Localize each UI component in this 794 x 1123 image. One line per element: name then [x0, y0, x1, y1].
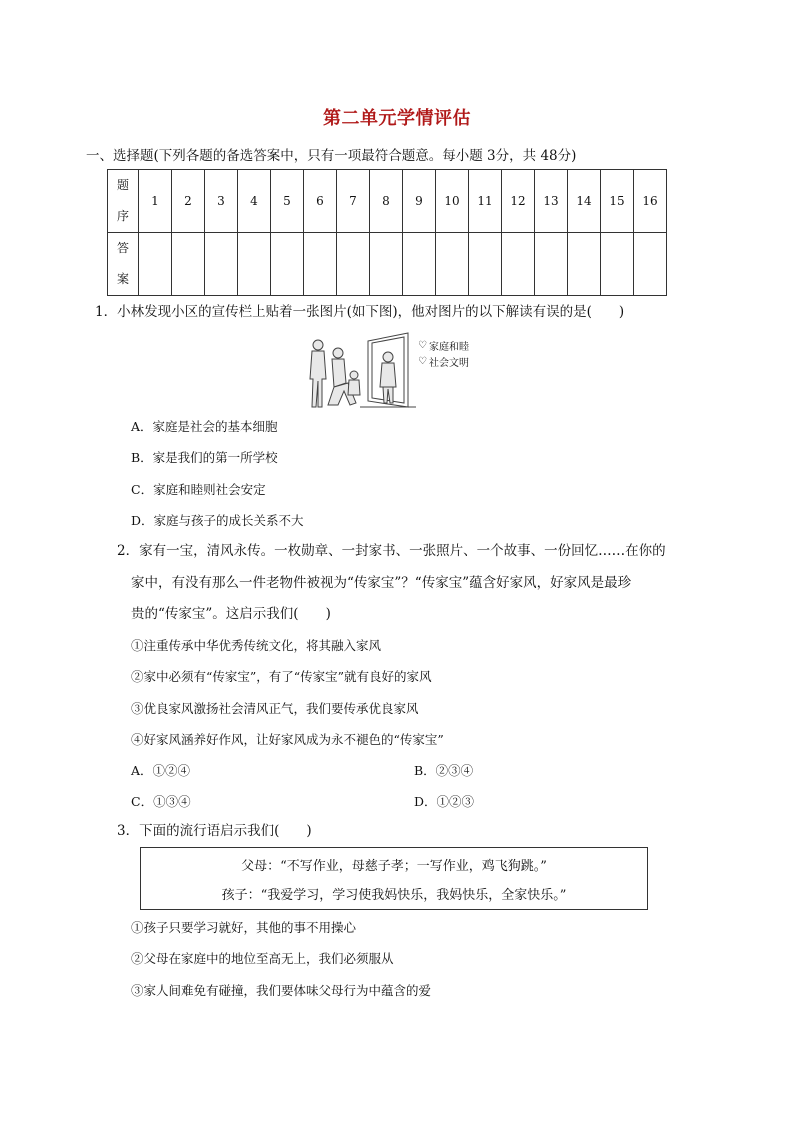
q2-option-a[interactable]: A．①②④ [131, 763, 191, 778]
question-number: 4 [238, 170, 271, 233]
heart-icon: ♡ [418, 340, 427, 351]
question-number: 15 [601, 170, 634, 233]
question-number: 6 [304, 170, 337, 233]
question-number: 16 [634, 170, 667, 233]
q2-option-c[interactable]: C．①③④ [131, 794, 191, 809]
answer-cell[interactable] [271, 233, 304, 296]
answer-table [107, 169, 667, 296]
question-number: 14 [568, 170, 601, 233]
answer-cell[interactable] [436, 233, 469, 296]
q1-option-a[interactable]: A．家庭是社会的基本细胞 [131, 419, 278, 434]
q2-statement-2: ②家中必须有“传家宝”，有了“传家宝”就有良好的家风 [131, 669, 432, 684]
question-number: 9 [403, 170, 436, 233]
answer-cell[interactable] [568, 233, 601, 296]
question-number: 5 [271, 170, 304, 233]
answer-cell[interactable] [469, 233, 502, 296]
q2-statement-1: ①注重传承中华优秀传统文化，将其融入家风 [131, 638, 382, 653]
q2-statement-3: ③优良家风激扬社会清风正气，我们要传承优良家风 [131, 701, 419, 716]
question-2-stem-line-3: 贵的“传家宝”。这启示我们( ) [131, 606, 331, 622]
q2-option-b[interactable]: B．②③④ [414, 763, 474, 778]
answer-cell[interactable] [238, 233, 271, 296]
answer-cell[interactable] [337, 233, 370, 296]
section-heading: 一、选择题(下列各题的备选答案中，只有一项最符合题意。每小题 3分，共 48分) [86, 148, 577, 164]
question-number: 12 [502, 170, 535, 233]
answer-cell[interactable] [370, 233, 403, 296]
figure-label-harmony: ♡ 家庭和睦 [418, 340, 469, 353]
question-number: 7 [337, 170, 370, 233]
answer-cell[interactable] [535, 233, 568, 296]
question-number: 11 [469, 170, 502, 233]
page-title: 第二单元学情评估 [323, 108, 471, 129]
answer-cell[interactable] [634, 233, 667, 296]
question-number: 2 [172, 170, 205, 233]
answer-cell[interactable] [205, 233, 238, 296]
quote-box [140, 847, 648, 910]
question-number: 10 [436, 170, 469, 233]
q2-statement-4: ④好家风涵养好作风，让好家风成为永不褪色的“传家宝” [131, 732, 444, 747]
table-header-answer: 答 案 [108, 233, 139, 296]
figure-label-civilization: ♡ 社会文明 [418, 356, 469, 369]
q3-statement-2: ②父母在家庭中的地位至高无上，我们必须服从 [131, 951, 394, 966]
question-2-stem-line-1: 2．家有一宝，清风永传。一枚勋章、一封家书、一张照片、一个故事、一份回忆……在你的 [117, 543, 666, 559]
table-header-number: 题 序 [108, 170, 139, 233]
quote-parents: 父母：“不写作业，母慈子孝；一写作业，鸡飞狗跳。” [241, 859, 547, 874]
answer-cell[interactable] [502, 233, 535, 296]
question-2-stem-line-2: 家中，有没有那么一件老物件被视为“传家宝”？“传家宝”蕴含好家风，好家风是最珍 [131, 575, 632, 591]
q2-option-d[interactable]: D．①②③ [414, 794, 475, 809]
question-3-stem: 3．下面的流行语启示我们( ) [117, 823, 312, 839]
answer-cell[interactable] [403, 233, 436, 296]
q3-statement-1: ①孩子只要学习就好，其他的事不用操心 [131, 920, 357, 935]
question-1-stem: 1．小林发现小区的宣传栏上贴着一张图片(如下图)，他对图片的以下解读有误的是( ) [95, 304, 625, 320]
q1-option-c[interactable]: C．家庭和睦则社会安定 [131, 482, 266, 497]
heart-icon: ♡ [418, 356, 427, 367]
q3-statement-3: ③家人间难免有碰撞，我们要体味父母行为中蕴含的爱 [131, 983, 432, 998]
question-number: 1 [139, 170, 172, 233]
question-number: 8 [370, 170, 403, 233]
answer-cell[interactable] [304, 233, 337, 296]
q1-option-d[interactable]: D．家庭与孩子的成长关系不大 [131, 513, 304, 528]
quote-child: 孩子：“我爱学习，学习使我妈快乐，我妈快乐，全家快乐。” [221, 888, 567, 903]
answer-cell[interactable] [139, 233, 172, 296]
q1-option-b[interactable]: B．家是我们的第一所学校 [131, 450, 278, 465]
answer-cell[interactable] [601, 233, 634, 296]
question-number: 13 [535, 170, 568, 233]
question-number: 3 [205, 170, 238, 233]
answer-cell[interactable] [172, 233, 205, 296]
